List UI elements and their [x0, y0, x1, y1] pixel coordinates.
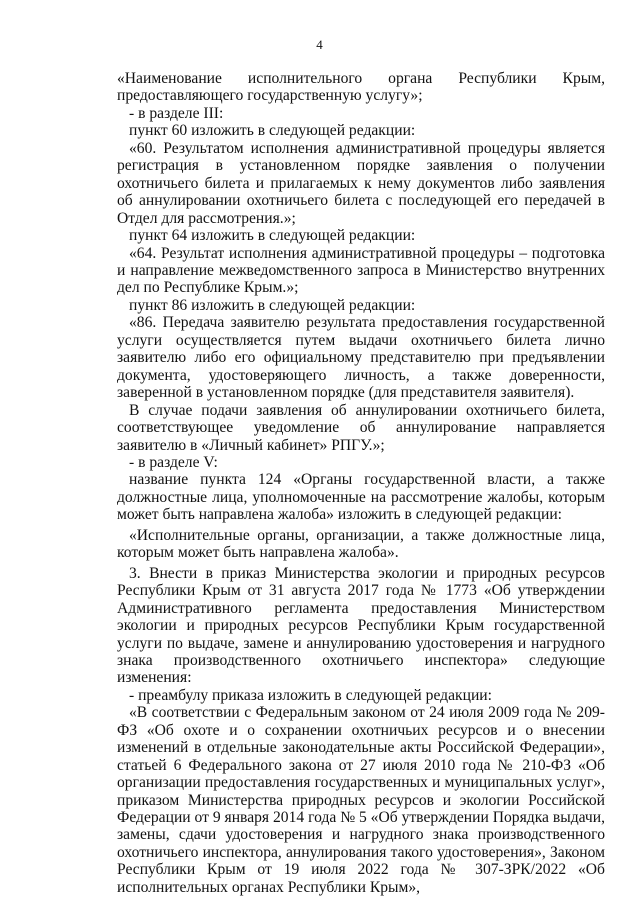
paragraph: «64. Результат исполнения административной процедуры – подготовка и направление межведомственного запроса в Министерство внутренних дел по Республике Крым.»; — [117, 244, 605, 297]
paragraph: - преамбулу приказа изложить в следующей редакции: — [129, 686, 492, 704]
paragraph: «60. Результатом исполнения административной процедуры является регистрация в установленном порядке заявления о получении охотничьего билета и прилагаемых к нему документов либо заявления об аннулировании охотничьего билета с последующей его передачей в Отдел для рассмотрения.»; — [117, 139, 605, 227]
paragraph: В случае подачи заявления об аннулировании охотничьего билета, соответствующее уведомление об аннулирование направляется заявителю в «Личный кабинет» РПГУ.»; — [117, 401, 605, 454]
paragraph: «86. Передача заявителю результата предоставления государственной услуги осуществляется путем выдачи охотничьего билета лично заявителю либо его официальному представителю при предъявлении документа, удостоверяющего личность, а также доверенности, заверенной в установленном порядке (для представителя заявителя). — [117, 314, 605, 402]
paragraph: «Исполнительные органы, организации, а также должностные лица, которым может быть направлена жалоба». — [117, 526, 605, 562]
paragraph: - в разделе III: — [129, 104, 224, 122]
paragraph: название пункта 124 «Органы государственной власти, а также должностные лица, уполномоченные на рассмотрение жалобы, которым может быть направлена жалоба» изложить в следующей редакции: — [117, 471, 605, 524]
page-number: 4 — [316, 37, 323, 52]
paragraph: «В соответствии с Федеральным законом от 24 июля 2009 года № 209-ФЗ «Об охоте и о сохранении охотничьих ресурсов и о внесении изменений в отдельные законодательные акты Российской Федерации», статьей 6 Федерального закона от 27 июля 2010 года № 210-ФЗ «Об организации предоставления государственных и муниципальных услуг», приказом Министерства природных ресурсов и экологии Российской Федерации от 9 января 2014 года № 5 «Об утверждении Порядка выдачи, замены, сдачи удостоверения и нагрудного знака производственного охотничьего инспектора, аннулирования такого удостоверения», Законом Республики Крым от 19 июля 2022 года № 307-ЗРК/2022 «Об исполнительных органах Республики Крым», — [117, 704, 606, 896]
paragraph: «Наименование исполнительного органа Республики Крым, предоставляющего государственную услугу»; — [117, 70, 605, 105]
paragraph: 3. Внести в приказ Министерства экологии и природных ресурсов Республики Крым от 31 августа 2017 года № 1773 «Об утверждении Административного регламента предоставления Министерством экологии и природных ресурсов Республики Крым государственной услуги по выдаче, замене и аннулированию удостоверения и нагрудного знака производственного охотничьего инспектора» следующие изменения: — [117, 564, 605, 687]
paragraph: пункт 64 изложить в следующей редакции: — [129, 227, 416, 245]
document-body — [117, 70, 605, 896]
paragraph: - в разделе V: — [129, 453, 218, 471]
paragraph: пункт 60 изложить в следующей редакции: — [129, 122, 416, 140]
paragraph: пункт 86 изложить в следующей редакции: — [129, 296, 416, 314]
